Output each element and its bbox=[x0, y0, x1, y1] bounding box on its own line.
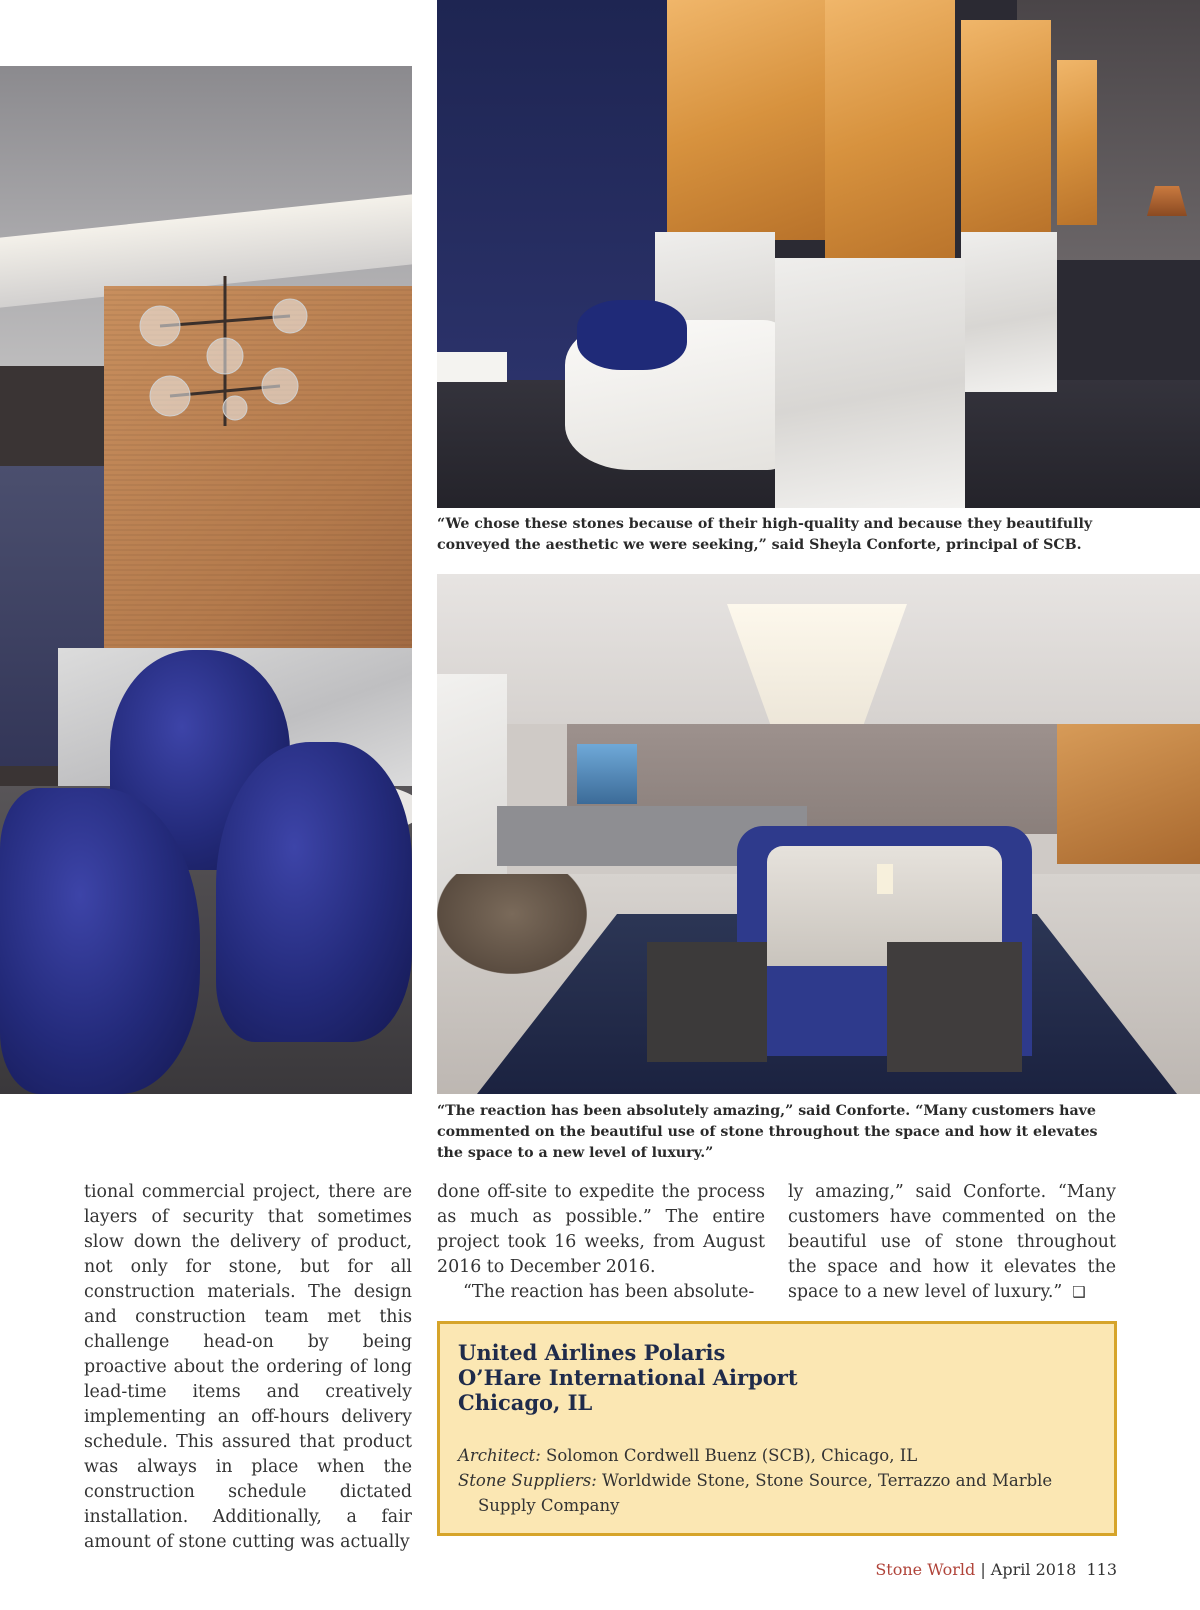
photo-armchair bbox=[887, 942, 1022, 1072]
credit-label: Architect: bbox=[458, 1446, 541, 1465]
photo-dining-chairs bbox=[437, 874, 587, 974]
photo-amber-glass bbox=[1057, 60, 1097, 225]
article-paragraph: “The reaction has been absolute- bbox=[463, 1282, 755, 1302]
credit-label: Stone Suppliers: bbox=[458, 1471, 597, 1490]
photo-amber-glass bbox=[961, 20, 1051, 235]
article-text-column: tional commercial project, there are layers of security that sometimes slow down the delivery of product, not only for stone, but for all construction materials. The design and construction team met this challenge head-on by being proactive about the ordering of long lead-time items and creatively implementing an off-hours delivery schedule. This assured that product was always in place when the construction schedule dictated installation. Additionally, a fair amount of stone cutting was actually bbox=[84, 1182, 412, 1552]
photo-caption: “The reaction has been absolutely amazing,” said Conforte. “Many customers have commented on the beautiful use of stone throughout the space and how it elevates the space to a new level of luxury.” bbox=[437, 1103, 1098, 1161]
project-name: United Airlines Polaris bbox=[458, 1340, 726, 1365]
page-number: 113 bbox=[1086, 1560, 1117, 1579]
project-location: O’Hare International Airport bbox=[458, 1365, 798, 1390]
lounge-chairs-photo bbox=[0, 66, 412, 1094]
photo-amber-glass bbox=[667, 0, 827, 240]
photo-marble-partition bbox=[775, 258, 965, 508]
photo-marble-partition bbox=[961, 232, 1057, 392]
article-paragraph: done off-site to expedite the process as much as possible.” The entire project took 16 weeks, from August 2016 to December 2016. bbox=[437, 1182, 765, 1277]
article-paragraph: ly amazing,” said Conforte. “Many customers have commented on the beautiful use of stone throughout the space and how it elevates the space to a new level of luxury.” bbox=[788, 1182, 1116, 1302]
issue-date: April 2018 bbox=[990, 1560, 1077, 1579]
photo-table-lamp bbox=[877, 864, 893, 894]
photo-shelf bbox=[437, 352, 507, 382]
photo-bar bbox=[577, 744, 637, 804]
photo-sleeper bbox=[577, 300, 687, 370]
page-footer bbox=[700, 1560, 1117, 1579]
project-city: Chicago, IL bbox=[458, 1390, 593, 1415]
photo-amber-panel bbox=[1057, 724, 1200, 864]
photo-armchair bbox=[647, 942, 767, 1062]
project-credits bbox=[458, 1443, 1096, 1518]
stone-suppliers-credit bbox=[458, 1468, 1096, 1518]
architect-credit bbox=[458, 1443, 1096, 1468]
photo-blue-chair bbox=[216, 742, 412, 1042]
magazine-name: Stone World bbox=[875, 1560, 976, 1579]
lounge-seating-photo bbox=[437, 574, 1200, 1094]
credit-value: Worldwide Stone, Stone Source, Terrazzo and Marble Supply Company bbox=[478, 1471, 1053, 1515]
project-info-box bbox=[437, 1321, 1117, 1536]
credit-value: Solomon Cordwell Buenz (SCB), Chicago, IL bbox=[546, 1446, 918, 1465]
footer-separator: | bbox=[980, 1560, 986, 1579]
sleeping-suite-photo bbox=[437, 0, 1200, 508]
photo-amber-glass bbox=[825, 0, 955, 270]
photo-chandelier bbox=[130, 276, 320, 426]
end-of-article-icon: ❑ bbox=[1072, 1283, 1086, 1301]
photo-blue-chair bbox=[0, 788, 200, 1094]
article-text-column bbox=[788, 1180, 1116, 1305]
article-text-column bbox=[437, 1180, 765, 1305]
photo-caption: “We chose these stones because of their high-quality and because they beautifully conveyed the aesthetic we were seeking,” said Sheyla Conforte, principal of SCB. bbox=[437, 516, 1093, 553]
